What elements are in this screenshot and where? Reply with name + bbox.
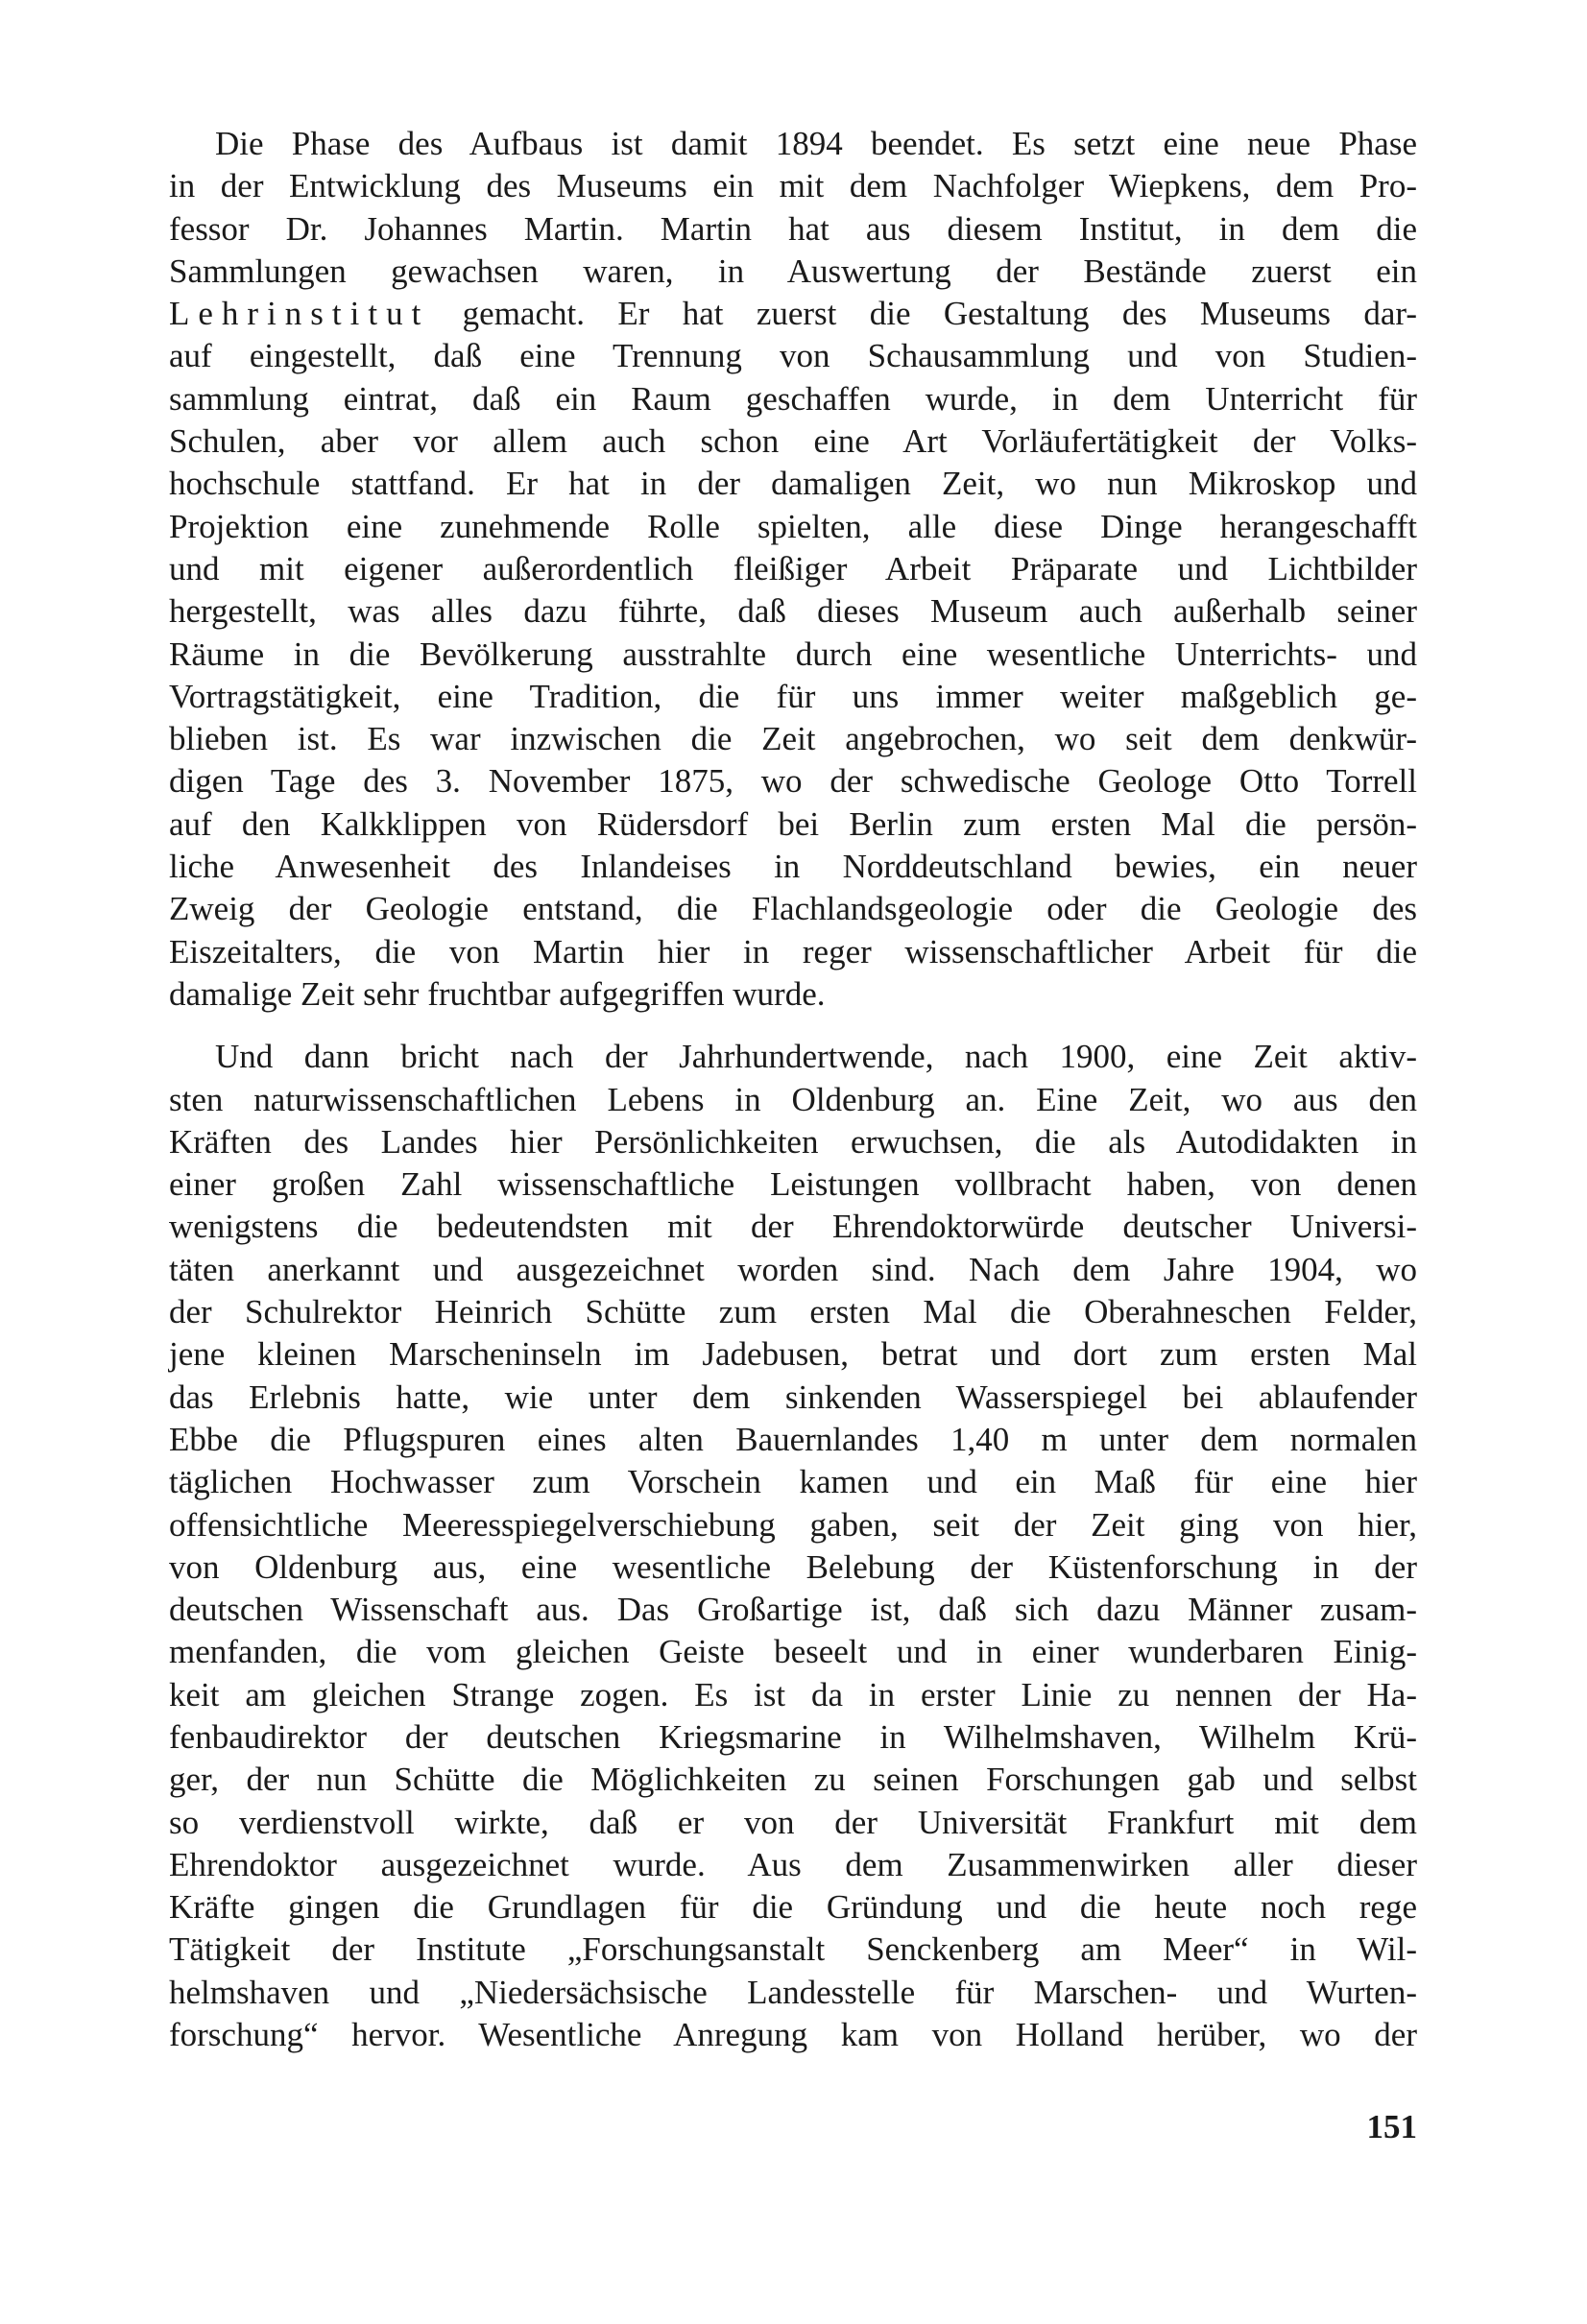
body-text bbox=[169, 123, 1417, 2056]
text-line: keit am gleichen Strange zogen. Es ist da in erster Linie zu nennen der Ha- bbox=[169, 1675, 1417, 1713]
text-line: liche Anwesenheit des Inlandeises in Norddeutschland bewies, ein neuer bbox=[169, 848, 1417, 886]
text-line: Zweig der Geologie entstand, die Flachlandsgeologie oder die Geologie des bbox=[169, 890, 1417, 928]
paragraph-1 bbox=[169, 123, 1417, 1016]
text-line: blieben ist. Es war inzwischen die Zeit angebrochen, wo seit dem denkwür- bbox=[169, 720, 1417, 758]
text-line: Schulen, aber vor allem auch schon eine Art Vorläufertätigkeit der Volks- bbox=[169, 422, 1417, 461]
text-line: Kräfte gingen die Grundlagen für die Gründung und die heute noch rege bbox=[169, 1888, 1417, 1927]
text-line: damalige Zeit sehr fruchtbar aufgegriffen wurde. bbox=[169, 974, 826, 1013]
text-line: so verdienstvoll wirkte, daß er von der Universität Frankfurt mit dem bbox=[169, 1803, 1417, 1841]
text-line: Eiszeitalters, die von Martin hier in reger wissenschaftlicher Arbeit für die bbox=[169, 932, 1417, 970]
text-line: auf eingestellt, daß eine Trennung von Schausammlung und von Studien- bbox=[169, 337, 1417, 375]
text-line: jene kleinen Marscheninseln im Jadebusen, betrat und dort zum ersten Mal bbox=[169, 1335, 1417, 1374]
text-line: hochschule stattfand. Er hat in der damaligen Zeit, wo nun Mikroskop und bbox=[169, 465, 1417, 503]
text-line: Ehrendoktor ausgezeichnet wurde. Aus dem Zusammenwirken aller dieser bbox=[169, 1845, 1417, 1883]
text-line: fessor Dr. Johannes Martin. Martin hat aus diesem Institut, in dem die bbox=[169, 209, 1417, 248]
text-line: Und dann bricht nach der Jahrhundertwende, nach 1900, eine Zeit aktiv- bbox=[215, 1038, 1417, 1076]
text-line: der Schulrektor Heinrich Schütte zum ersten Mal die Oberahneschen Felder, bbox=[169, 1293, 1417, 1331]
text-line: fenbaudirektor der deutschen Kriegsmarine in Wilhelmshaven, Wilhelm Krü- bbox=[169, 1717, 1417, 1756]
text-line: das Erlebnis hatte, wie unter dem sinkenden Wasserspiegel bei ablaufender bbox=[169, 1378, 1417, 1416]
text-line: menfanden, die vom gleichen Geiste beseelt und in einer wunderbaren Einig- bbox=[169, 1633, 1417, 1671]
text-line: sten naturwissenschaftlichen Lebens in Oldenburg an. Eine Zeit, wo aus den bbox=[169, 1080, 1417, 1118]
text-line: hergestellt, was alles dazu führte, daß dieses Museum auch außerhalb seiner bbox=[169, 592, 1417, 631]
text-line: auf den Kalkklippen von Rüdersdorf bei Berlin zum ersten Mal die persön- bbox=[169, 804, 1417, 843]
paragraph-2 bbox=[169, 1036, 1417, 2056]
text-line: Räume in die Bevölkerung ausstrahlte durch eine wesentliche Unterrichts- und bbox=[169, 635, 1417, 673]
text-line: Kräften des Landes hier Persönlichkeiten erwuchsen, die als Autodidakten in bbox=[169, 1122, 1417, 1161]
text-line: und mit eigener außerordentlich fleißiger Arbeit Präparate und Lichtbilder bbox=[169, 549, 1417, 587]
paragraph-gap bbox=[169, 1016, 1417, 1036]
text-line: Die Phase des Aufbaus ist damit 1894 beendet. Es setzt eine neue Phase bbox=[215, 125, 1417, 162]
text-line: helmshaven und „Niedersächsische Landesstelle für Marschen- und Wurten- bbox=[169, 1973, 1417, 2011]
text-line: sammlung eintrat, daß ein Raum geschaffen wurde, in dem Unterricht für bbox=[169, 379, 1417, 418]
text-line: täglichen Hochwasser zum Vorschein kamen und ein Maß für eine hier bbox=[169, 1463, 1417, 1501]
text-line: forschung“ hervor. Wesentliche Anregung kam von Holland herüber, wo der bbox=[169, 2016, 1417, 2054]
text-line: ger, der nun Schütte die Möglichkeiten zu seinen Forschungen gab und selbst bbox=[169, 1761, 1417, 1799]
text-line: offensichtliche Meeresspiegelverschiebung gaben, seit der Zeit ging von hier, bbox=[169, 1505, 1417, 1544]
page-number: 151 bbox=[1366, 2108, 1417, 2145]
text-line bbox=[169, 293, 1417, 335]
text-line: einer großen Zahl wissenschaftliche Leistungen vollbracht haben, von denen bbox=[169, 1165, 1417, 1204]
text-line: digen Tage des 3. November 1875, wo der schwedische Geologe Otto Torrell bbox=[169, 762, 1417, 801]
text-line: in der Entwicklung des Museums ein mit dem Nachfolger Wiepkens, dem Pro- bbox=[169, 167, 1417, 205]
text-line: Tätigkeit der Institute „Forschungsanstalt Senckenberg am Meer“ in Wil- bbox=[169, 1930, 1417, 1969]
text-line: von Oldenburg aus, eine wesentliche Belebung der Küstenforschung in der bbox=[169, 1547, 1417, 1586]
text-line: deutschen Wissenschaft aus. Das Großartige ist, daß sich dazu Männer zusam- bbox=[169, 1591, 1417, 1629]
text-line-rest: gemacht. Er hat zuerst die Gestaltung des Museums dar- bbox=[462, 295, 1418, 333]
text-line: täten anerkannt und ausgezeichnet worden sind. Nach dem Jahre 1904, wo bbox=[169, 1250, 1417, 1288]
text-line: Sammlungen gewachsen waren, in Auswertung der Bestände zuerst ein bbox=[169, 252, 1417, 290]
text-line: Projektion eine zunehmende Rolle spielten, alle diese Dinge herangeschafft bbox=[169, 507, 1417, 545]
emphasized-word: Lehrinstitut bbox=[169, 295, 430, 333]
text-line: Vortragstätigkeit, eine Tradition, die für uns immer weiter maßgeblich ge- bbox=[169, 677, 1417, 715]
text-line: Ebbe die Pflugspuren eines alten Bauernlandes 1,40 m unter dem normalen bbox=[169, 1420, 1417, 1458]
text-line: wenigstens die bedeutendsten mit der Ehrendoktorwürde deutscher Universi- bbox=[169, 1208, 1417, 1246]
